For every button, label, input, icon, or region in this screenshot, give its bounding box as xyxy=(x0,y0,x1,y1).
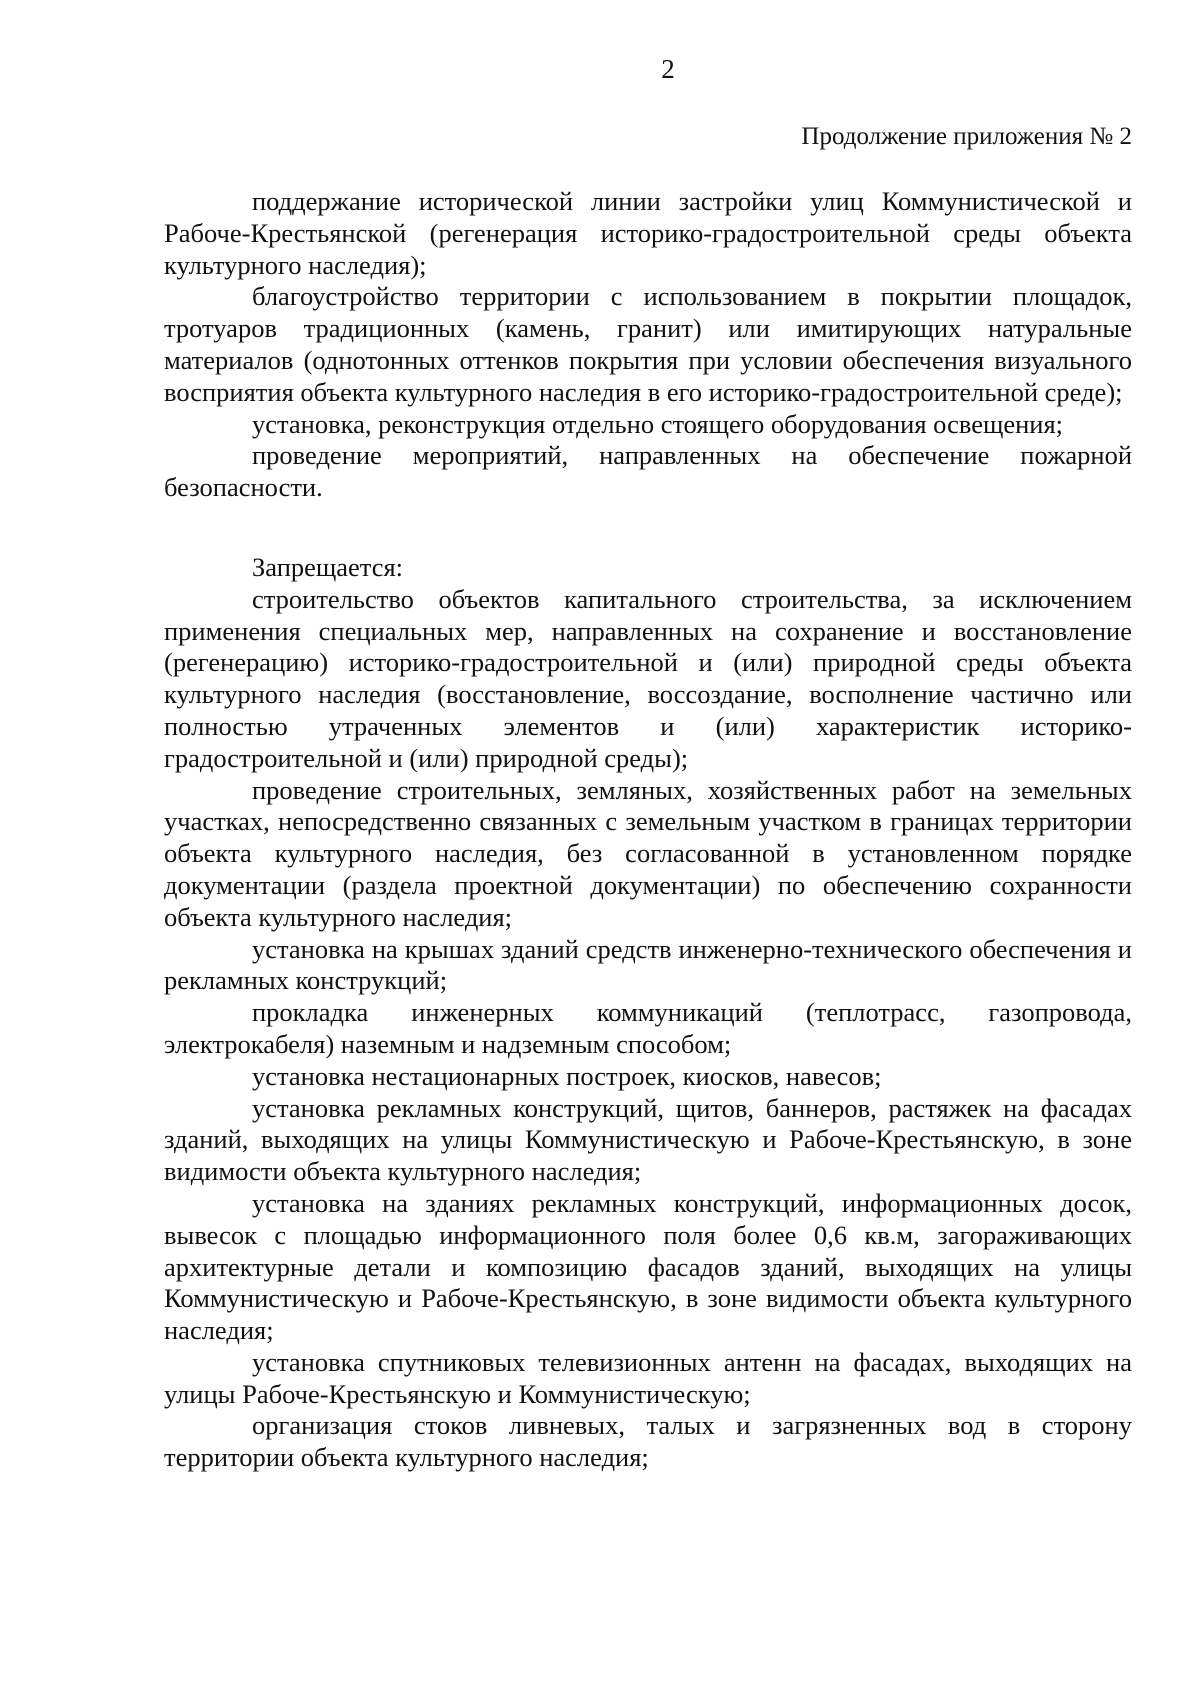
prohibited-item: проведение строительных, земляных, хозяйственных работ на земельных участках, непосредственно связанных с земельным участком в границах территории объекта культурного наследия, без согласованной в установленном порядке документации (раздела проектной документации) по обеспечению сохранности объекта культурного наследия; xyxy=(164,774,1132,932)
permitted-item: проведение мероприятий, направленных на обеспечение пожарной безопасности. xyxy=(164,440,1132,503)
prohibited-item: установка на зданиях рекламных конструкций, информационных досок, вывесок с площадью информационного поля более 0,6 кв.м, загораживающих архитектурные детали и композицию фасадов зданий, выходящих на улицы Коммунистическую и Рабоче-Крестьянскую, в зоне видимости объекта культурного наследия; xyxy=(164,1187,1132,1346)
prohibited-item: организация стоков ливневых, талых и загрязненных вод в сторону территории объекта культурного наследия; xyxy=(164,1410,1132,1473)
prohibited-item: установка нестационарных построек, киосков, навесов; xyxy=(252,1060,882,1091)
prohibited-item: установка спутниковых телевизионных антенн на фасадах, выходящих на улицы Рабоче-Крестьянскую и Коммунистическую; xyxy=(164,1346,1132,1409)
continuation-label: Продолжение приложения № 2 xyxy=(801,123,1132,150)
permitted-item: поддержание исторической линии застройки улиц Коммунистической и Рабоче-Крестьянской (регенерация историко-градостроительной среды объекта культурного наследия); xyxy=(164,186,1132,280)
permitted-item: установка, реконструкция отдельно стоящего оборудования освещения; xyxy=(252,408,1064,439)
page-number: 2 xyxy=(661,54,675,84)
document-body xyxy=(164,186,1132,1474)
permitted-item: благоустройство территории с использованием в покрытии площадок, тротуаров традиционных (камень, гранит) или имитирующих натуральные материалов (однотонных оттенков покрытия при условии обеспечения визуального восприятия объекта культурного наследия в его историко-градостроительной среде); xyxy=(164,281,1132,407)
prohibited-item: строительство объектов капитального строительства, за исключением применения специальных мер, направленных на сохранение и восстановление (регенерацию) историко-градостроительной и (или) природной среды объекта культурного наследия (восстановление, воссоздание, восполнение частично или полностью утраченных элементов и (или) характеристик историко-градостроительной и (или) природной среды); xyxy=(164,583,1132,773)
prohibited-item: прокладка инженерных коммуникаций (теплотрасс, газопровода, электрокабеля) наземным и надземным способом; xyxy=(164,997,1132,1059)
prohibited-item: установка на крышах зданий средств инженерно-технического обеспечения и рекламных конструкций; xyxy=(164,933,1132,996)
prohibited-heading: Запрещается: xyxy=(252,551,404,582)
prohibited-item: установка рекламных конструкций, щитов, баннеров, растяжек на фасадах зданий, выходящих на улицы Коммунистическую и Рабоче-Крестьянскую, в зоне видимости объекта культурного наследия; xyxy=(164,1092,1132,1187)
